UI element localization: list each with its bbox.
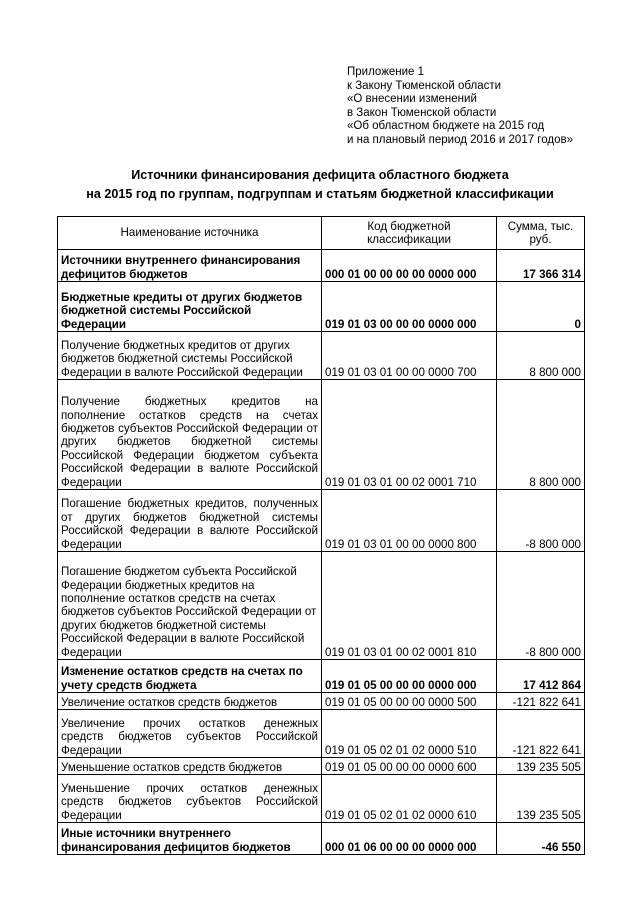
row-name: Увеличение остатков средств бюджетов	[58, 693, 322, 710]
document-title	[40, 166, 600, 204]
row-sum: -8 800 000	[497, 490, 585, 552]
table-row	[58, 823, 585, 855]
appendix-line: «Об областном бюджете на 2015 год	[347, 120, 545, 133]
row-sum: -121 822 641	[497, 710, 585, 758]
row-sum: 17 366 314	[497, 250, 585, 282]
title-line-1: Источники финансирования дефицита областного бюджета	[131, 168, 509, 182]
row-name: Погашение бюджетных кредитов, полученных от других бюджетов бюджетной системы Российской Федерации в валюте Российской Федерации	[58, 490, 322, 552]
table-row	[58, 282, 585, 332]
row-name: Уменьшение остатков средств бюджетов	[58, 758, 322, 775]
row-name: Изменение остатков средств на счетах по учету средств бюджета	[58, 660, 322, 693]
row-name: Получение бюджетных кредитов от других бюджетов бюджетной системы Российской Федерации в валюте Российской Федерации	[58, 332, 322, 380]
title-line-2: на 2015 год по группам, подгруппам и статьям бюджетной классификации	[86, 187, 554, 201]
appendix-line: «О внесении изменений	[347, 93, 477, 106]
table-row	[58, 775, 585, 823]
table-row	[58, 332, 585, 380]
row-name: Погашение бюджетом субъекта Российской Федерации бюджетных кредитов на пополнение остатков средств на счетах бюджетов субъектов Российской Федерации от других бюджетов бюджетной системы Российской Федерации в валюте Российской Федерации	[58, 552, 322, 660]
row-code: 019 01 05 02 01 02 0000 510	[322, 710, 497, 758]
row-code: 019 01 03 00 00 00 0000 000	[322, 282, 497, 332]
row-code: 019 01 05 02 01 02 0000 610	[322, 775, 497, 823]
row-sum: -121 822 641	[497, 693, 585, 710]
row-code: 000 01 00 00 00 00 0000 000	[322, 250, 497, 282]
table-row	[58, 660, 585, 693]
row-name: Бюджетные кредиты от других бюджетов бюджетной системы Российской Федерации	[58, 282, 322, 332]
appendix-line: и на плановый период 2016 и 2017 годов»	[347, 133, 573, 146]
financing-sources-table	[57, 216, 585, 855]
row-name: Иные источники внутреннего финансирования дефицитов бюджетов	[58, 823, 322, 855]
row-name: Увеличение прочих остатков денежных средств бюджетов субъектов Российской Федерации	[58, 710, 322, 758]
row-code: 019 01 03 01 00 02 0001 710	[322, 380, 497, 490]
row-code: 019 01 03 01 00 00 0000 700	[322, 332, 497, 380]
table-row	[58, 693, 585, 710]
row-sum: 139 235 505	[497, 758, 585, 775]
row-sum: -46 550	[497, 823, 585, 855]
appendix-line: к Закону Тюменской области	[347, 79, 502, 92]
header-sum: Сумма, тыс. руб.	[497, 217, 585, 250]
table-row	[58, 380, 585, 490]
table-row	[58, 710, 585, 758]
appendix-block	[347, 66, 627, 148]
row-sum: 139 235 505	[497, 775, 585, 823]
row-code: 019 01 05 00 00 00 0000 600	[322, 758, 497, 775]
row-code: 019 01 05 00 00 00 0000 500	[322, 693, 497, 710]
header-code: Код бюджетной классификации	[322, 217, 497, 250]
row-sum: 17 412 864	[497, 660, 585, 693]
row-code: 019 01 05 00 00 00 0000 000	[322, 660, 497, 693]
row-name: Источники внутреннего финансирования дефицитов бюджетов	[58, 250, 322, 282]
row-sum: 8 800 000	[497, 380, 585, 490]
table-header-row	[58, 217, 585, 250]
row-name: Получение бюджетных кредитов на пополнение остатков средств на счетах бюджетов субъектов Российской Федерации от других бюджетов бюджетной системы Российской Федерации бюджетом субъекта Российской Федерации в валюте Российской Федерации	[58, 380, 322, 490]
table-row	[58, 250, 585, 282]
row-sum: 8 800 000	[497, 332, 585, 380]
appendix-line: Приложение 1	[347, 66, 425, 78]
row-code: 000 01 06 00 00 00 0000 000	[322, 823, 497, 855]
table-row	[58, 490, 585, 552]
row-code: 019 01 03 01 00 00 0000 800	[322, 490, 497, 552]
table-row	[58, 758, 585, 775]
row-name: Уменьшение прочих остатков денежных средств бюджетов субъектов Российской Федерации	[58, 775, 322, 823]
row-sum: -8 800 000	[497, 552, 585, 660]
appendix-line: в Закон Тюменской области	[347, 106, 497, 119]
row-sum: 0	[497, 282, 585, 332]
header-name: Наименование источника	[58, 217, 322, 250]
table-row	[58, 552, 585, 660]
row-code: 019 01 03 01 00 02 0001 810	[322, 552, 497, 660]
